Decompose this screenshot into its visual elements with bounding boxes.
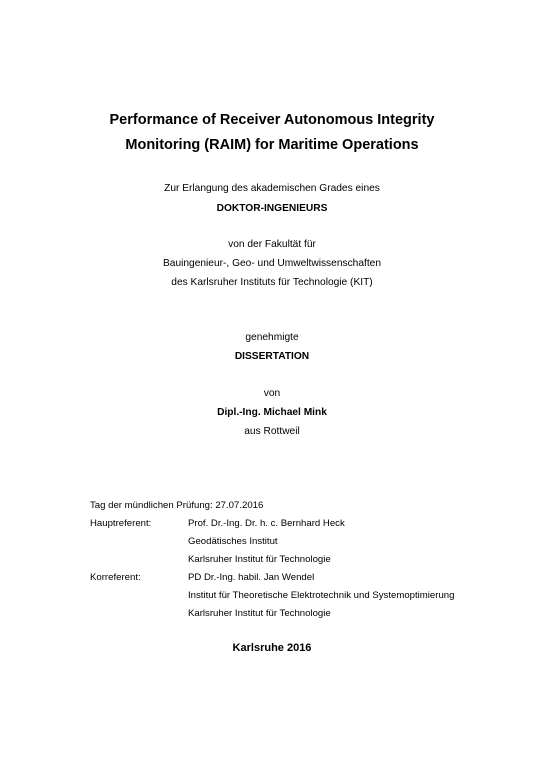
co-referee-university: Karlsruher Institut für Technologie [188,608,331,619]
author-origin: aus Rottweil [244,426,300,437]
co-referee-name: PD Dr.-Ing. habil. Jan Wendel [188,572,315,583]
title-line-1: Performance of Receiver Autonomous Integrity [109,112,435,128]
main-referee-institute: Geodätisches Institut [188,536,278,547]
main-referee-university: Karlsruher Institut für Technologie [188,554,331,565]
main-referee-name: Prof. Dr.-Ing. Dr. h. c. Bernhard Heck [188,518,345,529]
faculty-line-2: Bauingenieur-, Geo- und Umweltwissenschaften [162,258,381,269]
author-name: Dipl.-Ing. Michael Mink [217,407,327,418]
co-referee-institute: Institut für Theoretische Elektrotechnik und Systemoptimierung [188,590,455,601]
faculty-line-1: von der Fakultät für [228,239,316,250]
main-referee-label: Hauptreferent: [90,518,152,529]
degree-purpose: Zur Erlangung des akademischen Grades eines [164,183,380,194]
author-by: von [263,388,281,399]
approval-text: genehmigte [245,332,299,343]
title-line-2: Monitoring (RAIM) for Maritime Operations [125,137,419,153]
document-type: DISSERTATION [234,351,310,362]
faculty-line-3: des Karlsruher Instituts für Technologie (KIT) [171,277,373,288]
oral-exam-date: Tag der mündlichen Prüfung: 27.07.2016 [90,500,264,511]
place-and-year: Karlsruhe 2016 [232,642,312,654]
degree-name: DOKTOR-INGENIEURS [216,203,328,214]
co-referee-label: Korreferent: [90,572,141,583]
